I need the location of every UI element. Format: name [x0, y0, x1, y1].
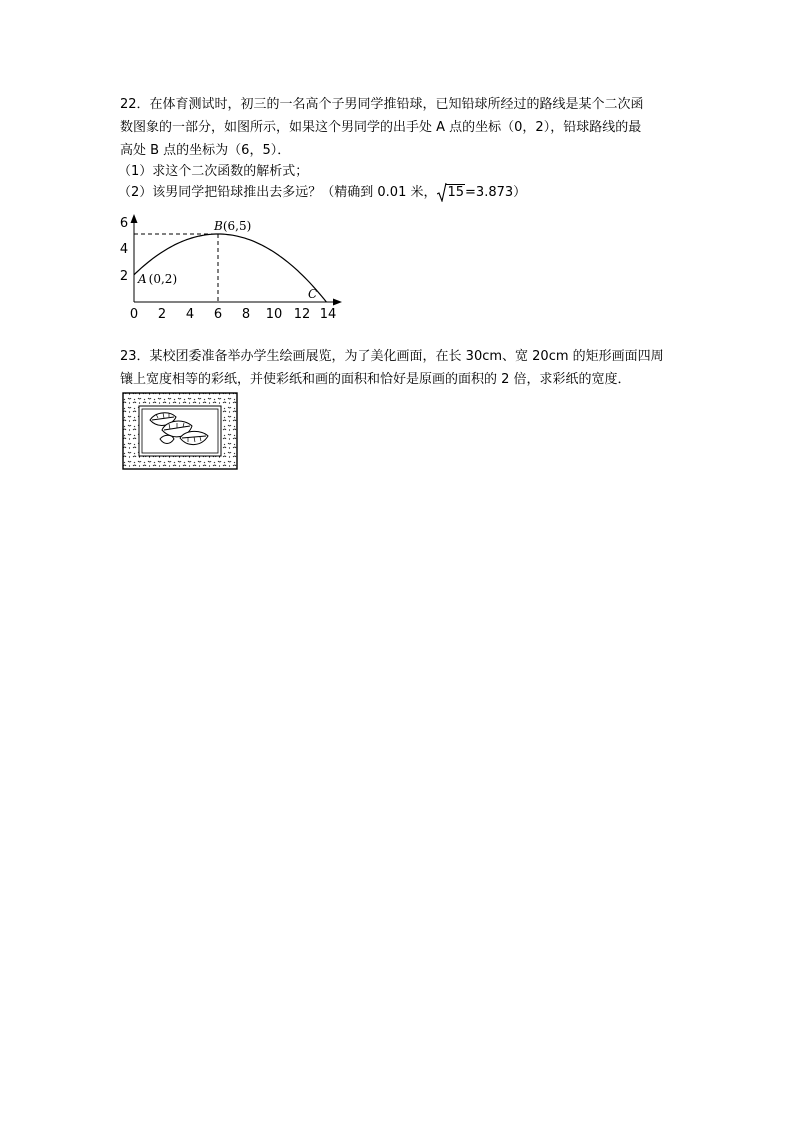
x-tick-14: 14	[319, 307, 337, 322]
x-tick-10: 10	[265, 307, 283, 322]
sqrt-icon	[437, 182, 447, 202]
x-tick-2: 2	[157, 307, 167, 322]
x-tick-8: 8	[241, 307, 251, 322]
point-c-label: C	[308, 287, 318, 301]
sqrt-radicand: 15	[447, 185, 465, 200]
point-b-coord: (6,5)	[222, 219, 252, 233]
framed-painting-figure	[122, 392, 238, 470]
q22-part-1: （1）求这个二次函数的解析式；	[118, 164, 309, 179]
q22-part-2-suffix: =3.873）	[465, 185, 527, 200]
point-a-coord: (0,2)	[148, 272, 178, 286]
trajectory-graph	[114, 208, 350, 322]
x-tick-6: 6	[213, 307, 223, 322]
y-axis-arrow	[131, 214, 138, 223]
q23-line-2: 镶上宽度相等的彩纸，并使彩纸和画的面积和恰好是原画的面积的 2 倍，求彩纸的宽度．	[120, 372, 631, 387]
y-tick-4: 4	[119, 242, 129, 257]
q22-part-2	[118, 184, 526, 202]
point-a-letter: A	[138, 272, 147, 286]
y-tick-labels	[120, 216, 128, 284]
x-tick-labels	[130, 307, 336, 322]
q22-part-2-prefix: （2）该男同学把铅球推出去多远？（精确到 0.01 米，	[118, 185, 437, 200]
point-b-letter: B	[214, 219, 223, 233]
x-tick-4: 4	[185, 307, 195, 322]
y-tick-2: 2	[119, 269, 129, 284]
point-a-label	[137, 272, 177, 286]
q22-line-1: 22．在体育测试时，初三的一名高个子男同学推铅球，已知铅球所经过的路线是某个二次函	[120, 97, 644, 112]
trajectory-curve	[134, 234, 326, 302]
point-b-label	[213, 219, 251, 233]
q22-line-2: 数图象的一部分，如图所示，如果这个男同学的出手处 A 点的坐标（0，2），铅球路线的最	[120, 120, 642, 135]
x-tick-12: 12	[293, 307, 311, 322]
y-tick-6: 6	[119, 216, 129, 231]
x-tick-0: 0	[129, 307, 139, 322]
x-axis-arrow	[333, 299, 342, 306]
q23-line-1: 23．某校团委准备举办学生绘画展览，为了美化画面，在长 30cm、宽 20cm 的矩形画面四周	[120, 349, 664, 364]
q22-line-3: 高处 B 点的坐标为（6，5）．	[120, 143, 291, 158]
sqrt-expression	[437, 184, 465, 202]
